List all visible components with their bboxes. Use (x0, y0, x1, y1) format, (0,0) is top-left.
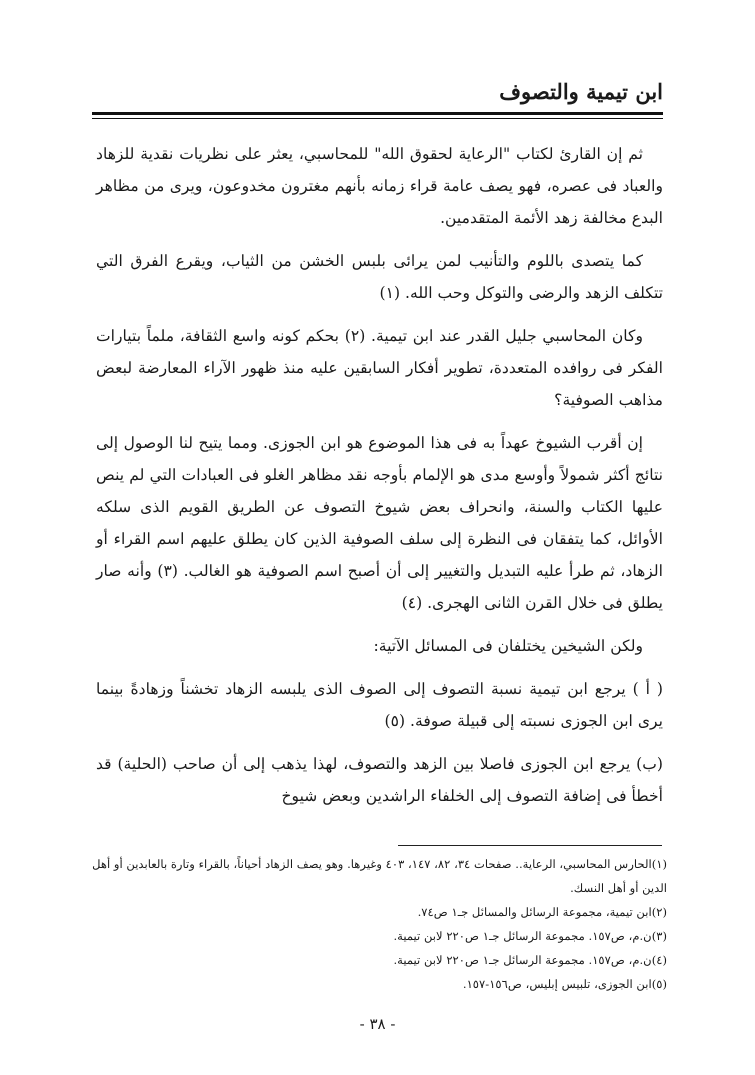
paragraph: كما يتصدى باللوم والتأنيب لمن يرائى بلبس الخشن من الثياب، ويقرع الفرق التي تتكلف الزهد والرضى والتوكل وحب الله. (١) (96, 252, 663, 302)
footnote: (١)الحارس المحاسبي، الرعاية.. صفحات ٣٤، ٨٢، ١٤٧، ٤٠٣ وغيرها. وهو يصف الزهاد أحياناً، بالقراء وتارة بالعابدين أو أهل الدين أو أهل النسك. (92, 857, 667, 895)
running-header (92, 78, 663, 106)
header-title: ابن تيمية والتصوف (499, 79, 663, 104)
page-number: - ٣٨ - (359, 1015, 396, 1033)
body-text (96, 138, 663, 823)
footnote: (٢)ابن تيمية، مجموعة الرسائل والمسائل جـ١ ص٧٤. (417, 905, 667, 919)
paragraph: ثم إن القارئ لكتاب "الرعاية لحقوق الله" للمحاسبي، يعثر على نظريات نقدية للزهاد والعباد فى عصره، فهو يصف عامة قراء زمانه بأنهم مغترون مخدوعون، ويرى من مظاهر البدع مخالفة زهد الأئمة المتقدمين. (96, 145, 663, 227)
footnote: (٣)ن.م، ص١٥٧. مجموعة الرسائل جـ١ ص٢٢٠ لابن تيمية. (393, 929, 667, 943)
footnote-separator (398, 845, 662, 846)
paragraph: إن أقرب الشيوخ عهداً به فى هذا الموضوع هو ابن الجوزى. ومما يتيح لنا الوصول إلى نتائج أكثر شمولاً وأوسع مدى هو الإلمام بأوجه نقد مظاهر الغلو فى العبادات التي لم ينص عليها الكتاب والسنة، وانحراف بعض شيوخ التصوف عن الطريق القويم الذى سلكه الأوائل، كما يتفقان فى النظرة إلى سلف الصوفية الذين كان يطلق عليهم اسم القراء أو الزهاد، ثم طرأ عليه التبديل والتغيير إلى أن أصبح اسم الصوفية هو الغالب. (٣) وأنه صار يطلق فى خلال القرن الثانى الهجرى. (٤) (96, 434, 663, 612)
footnotes (92, 852, 667, 996)
paragraph: ولكن الشيخين يختلفان فى المسائل الآتية: (373, 637, 643, 655)
header-rule-thick (92, 112, 663, 115)
paragraph: ( أ ) يرجع ابن تيمية نسبة التصوف إلى الصوف الذى يلبسه الزهاد تخشناً وزهادةً بينما يرى ابن الجوزى نسبته إلى قبيلة صوفة. (٥) (96, 680, 663, 730)
header-rule-thin (92, 118, 663, 119)
paragraph: وكان المحاسبي جليل القدر عند ابن تيمية. (٢) بحكم كونه واسع الثقافة، ملماً بتيارات الفكر فى روافده المتعددة، تطوير أفكار السابقين عليه منذ ظهور الآراء المعارضة لبعض مذاهب الصوفية؟ (96, 327, 663, 409)
paragraph: (ب) يرجع ابن الجوزى فاصلا بين الزهد والتصوف، لهذا يذهب إلى أن صاحب (الحلية) قد أخطأ فى إضافة التصوف إلى الخلفاء الراشدين وبعض شيوخ (96, 755, 663, 805)
footnote: (٥)ابن الجوزى، تلبيس إبليس، ص١٥٦-١٥٧. (462, 977, 667, 991)
footnote: (٤)ن.م، ص١٥٧. مجموعة الرسائل جـ١ ص٢٢٠ لابن تيمية. (393, 953, 667, 967)
